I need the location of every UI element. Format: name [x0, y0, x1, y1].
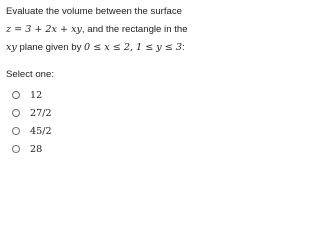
- option-3[interactable]: [12, 122, 52, 140]
- radio-button-icon[interactable]: [12, 91, 20, 99]
- question-line-3-end: :: [181, 42, 185, 53]
- plane-name: xy: [6, 42, 17, 53]
- option-2[interactable]: [12, 104, 52, 122]
- question-line-2-text: , and the rectangle in the: [81, 24, 188, 35]
- option-label[interactable]: 28: [30, 143, 43, 155]
- option-label[interactable]: 45/2: [30, 125, 52, 137]
- question-line-1: Evaluate the volume between the surface: [6, 6, 182, 17]
- radio-button-icon[interactable]: [12, 109, 20, 117]
- select-prompt: Select one:: [6, 69, 55, 80]
- option-1[interactable]: [12, 86, 52, 104]
- option-4[interactable]: [12, 140, 52, 158]
- question-text: [6, 3, 198, 57]
- surface-equation: z = 3 + 2x + xy: [6, 24, 82, 35]
- question-line-3: [6, 39, 198, 57]
- region-bounds: 0 ≤ x ≤ 2, 1 ≤ y ≤ 3: [84, 42, 182, 53]
- radio-button-icon[interactable]: [12, 145, 20, 153]
- option-label[interactable]: 12: [30, 89, 43, 101]
- option-label[interactable]: 27/2: [30, 107, 52, 119]
- answer-options: [12, 86, 52, 158]
- radio-button-icon[interactable]: [12, 127, 20, 135]
- question-line-2: [6, 21, 198, 39]
- question-line-3-text: plane given by: [16, 42, 85, 53]
